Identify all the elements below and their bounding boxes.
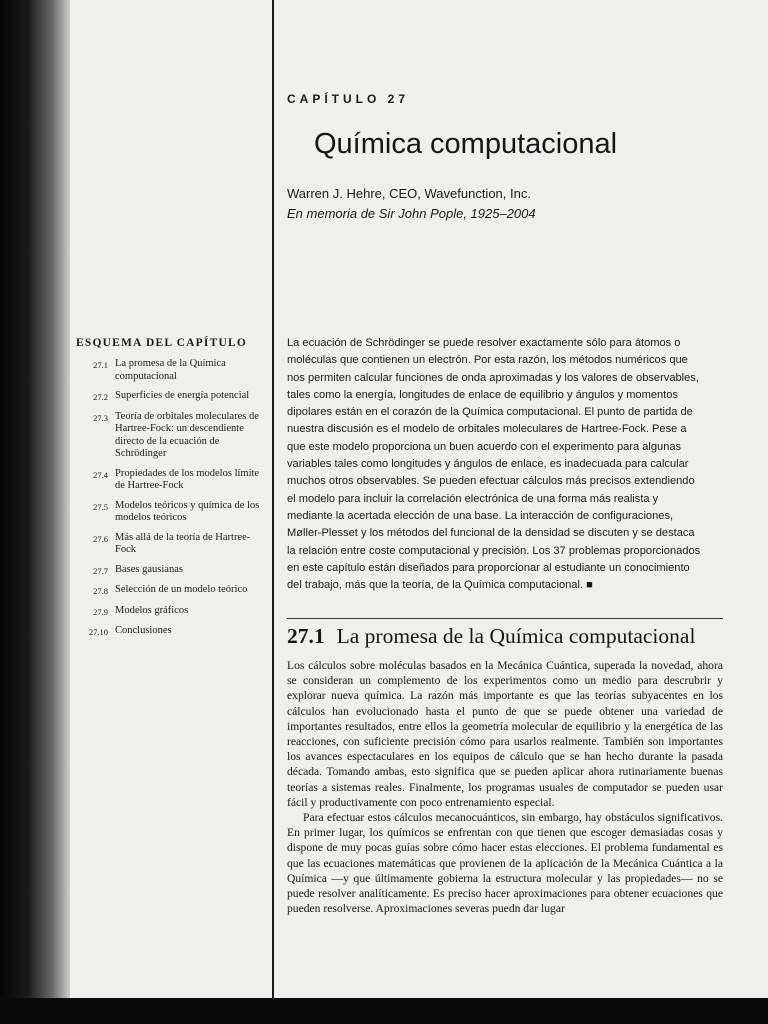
outline-item <box>76 584 266 598</box>
outline-item <box>76 390 266 404</box>
section-body <box>287 658 723 916</box>
chapter-memorial: En memoria de Sir John Pople, 1925–2004 <box>287 206 536 221</box>
outline-item-text: Teoría de orbitales moleculares de Hartree-Fock: un descendiente directo de la ecuación de Schrödinger <box>115 410 259 459</box>
outline-item <box>76 468 266 493</box>
outline-item <box>76 358 266 383</box>
outline-item <box>76 605 266 619</box>
outline-item-text: Selección de un modelo teórico <box>115 584 248 595</box>
outline-item-text: Propiedades de los modelos límite de Hartree-Fock <box>115 467 260 491</box>
chapter-label: CAPÍTULO 27 <box>287 92 410 106</box>
outline-item <box>76 532 266 557</box>
chapter-title: Química computacional <box>314 128 618 160</box>
book-binding-shadow <box>0 0 70 1024</box>
outline-heading: ESQUEMA DEL CAPÍTULO <box>76 337 247 349</box>
outline-item-number: 27.2 <box>93 392 108 402</box>
scan-bottom-edge <box>0 998 768 1024</box>
outline-item <box>76 411 266 461</box>
outline-item-text: Más allá de la teoría de Hartree-Fock <box>115 531 251 555</box>
outline-item-text: La promesa de la Química computacional <box>115 358 226 382</box>
body-paragraph: Para efectuar estos cálculos mecanocuánticos, sin embargo, hay obstáculos significativos. En primer lugar, los químicos se enfrentan con que tienen que escoger demasiadas cosas y dispone de muy pocas guías sobre cómo hacer estas elecciones. El problema fundamental es que las ecuaciones matemáticas que provienen de la aplicación de la Mecánica Cuántica a la Química —y que últimamente gobierna la estructura molecular y las propiedades— no se puede resolver analíticamente. Es preciso hacer aproximaciones para obtener ecuaciones que pueden resolverse. Aproximaciones severas puedn dar lugar <box>287 811 723 916</box>
chapter-outline <box>76 337 266 646</box>
body-paragraph: Los cálculos sobre moléculas basados en la Mecánica Cuántica, superada la novedad, ahora se consideran un complemento de los experimentos como un medio para descrubrir y explorar nueva química. La razón más importante es que las teorías subyacentes en los cálculos han evolucionado hasta el punto de que se puede obtener una variedad de importantes resultados, entre ellos la geometría molecular de equilibrio y la energética de las reacciones, con suficiente precisión cómo para usarlos realmente. También son importantes los avances espectaculares en los equipos de cálculo que se han hecho durante la pasada década. Tomando ambas, esto significa que se pueden aplicar ahora rutinariamente buenas teorías a sistemas reales. Finalmente, los programas usuales de computador se pueden usar fácil y productivamente con poco entrenamiento especial. <box>287 659 723 809</box>
outline-item-number: 27.10 <box>88 627 108 637</box>
outline-item <box>76 625 266 639</box>
outline-item-text: Modelos gráficos <box>115 604 189 616</box>
outline-item-text: Superficies de energía potencial <box>115 390 250 401</box>
outline-list <box>76 358 266 639</box>
outline-item-number: 27.7 <box>93 565 108 576</box>
outline-item <box>76 500 266 525</box>
outline-item <box>76 564 266 578</box>
outline-item-number: 27.6 <box>93 533 108 544</box>
section-heading <box>287 624 695 649</box>
outline-item-text: Bases gausianas <box>115 563 183 575</box>
column-divider <box>272 0 274 1000</box>
outline-item-text: Conclusiones <box>115 625 172 636</box>
outline-item-number: 27.1 <box>93 360 108 370</box>
outline-item-number: 27.8 <box>93 586 108 596</box>
outline-item-number: 27.5 <box>93 501 108 512</box>
chapter-abstract: La ecuación de Schrödinger se puede resolver exactamente sólo para átomos o moléculas que contienen un electrón. Por esta razón, los métodos numéricos que nos permiten calcular funciones de onda aproximadas y los valores de observables, tales como la energía, longitudes de enlace de equilibrio y ángulos y momentos dipolares están en el corazón de la Química computacional. El punto de partida de nuestra discusión es el modelo de orbitales moleculares de Hartree-Fock. Pese a que este modelo proporciona un buen acuerdo con el experimento para algunas variables tales como longitudes y ángulos de enlace, es inadecuada para calcular muchos otros observables. Se pueden efectuar cálculos más precisos extendiendo el modelo para incluir la correlación electrónica de una forma más realista y mediante la acertada elección de una base. La interacción de configuraciones, Møller-Plesset y los métodos del funcional de la densidad se discuten y se destaca la relación entre coste computacional y precisión. Los 37 problemas proporcionados en este capítulo están diseñados para proporcionar al estudiante un conocimiento del trabajo, más que la teoría, de la Química computacional. ■ <box>287 337 701 592</box>
outline-item-number: 27.3 <box>93 412 108 423</box>
outline-item-number: 27.9 <box>93 606 108 617</box>
section-title: La promesa de la Química computacional <box>336 624 696 648</box>
outline-item-number: 27.4 <box>93 469 108 480</box>
section-number: 27.1 <box>287 624 325 648</box>
section-rule <box>287 618 723 619</box>
chapter-author: Warren J. Hehre, CEO, Wavefunction, Inc. <box>287 186 531 201</box>
outline-item-text: Modelos teóricos y química de los modelos teóricos <box>115 499 260 523</box>
